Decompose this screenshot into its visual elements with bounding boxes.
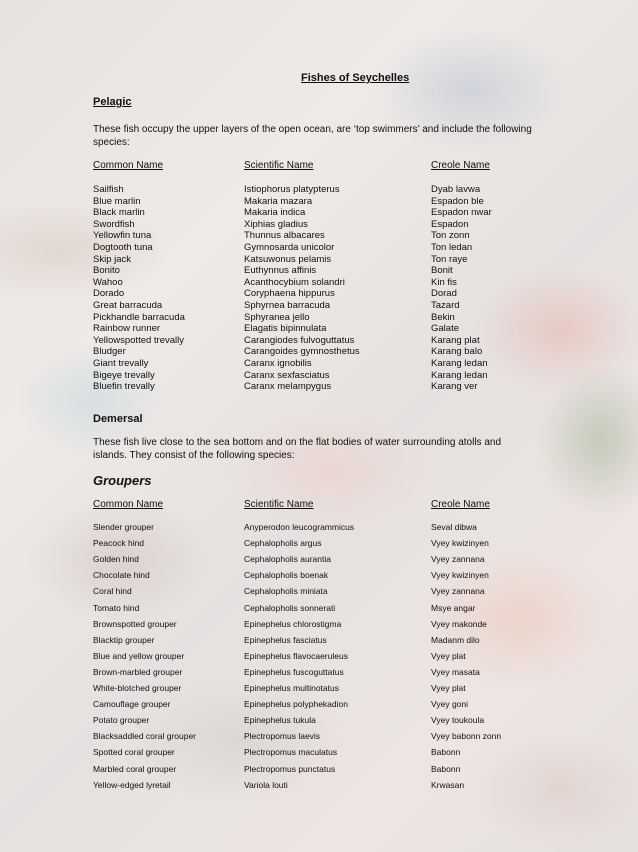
creole-name-cell: Bekin — [431, 311, 455, 323]
common-name-cell: Rainbow runner — [93, 323, 161, 335]
creole-name-cell: Vyey babonn zonn — [431, 731, 502, 742]
common-name-cell: Golden hind — [93, 554, 139, 565]
table-row — [0, 780, 638, 792]
creole-name-cell: Vyey masata — [431, 666, 480, 677]
pelagic-heading: Pelagic — [93, 96, 132, 108]
scientific-name-cell: Makaria indica — [244, 207, 306, 219]
creole-name-cell: Espadon nwar — [431, 207, 492, 219]
common-name-cell: Sailfish — [93, 184, 124, 195]
table-row — [0, 651, 638, 663]
scientific-name-cell: Epinephelus chlorostigma — [244, 618, 342, 629]
common-name-cell: Bluefin trevally — [93, 381, 155, 393]
table-row — [0, 207, 638, 219]
common-name-cell: Slender grouper — [93, 522, 154, 532]
scientific-name-cell: Cephalopholis sonnerati — [244, 602, 336, 613]
table-row — [0, 381, 638, 393]
scientific-name-cell: Cephalopholis miniata — [244, 586, 328, 597]
table-row — [0, 554, 638, 566]
table-row — [0, 764, 638, 776]
table-row — [0, 731, 638, 743]
creole-name-cell: Dyab lavwa — [431, 184, 481, 195]
table-row — [0, 715, 638, 727]
pelagic-col-common: Common Name — [93, 160, 164, 171]
scientific-name-cell: Epinephelus fasciatus — [244, 634, 327, 645]
table-row — [0, 619, 638, 631]
scientific-name-cell: Cephalopholis argus — [244, 538, 322, 549]
creole-name-cell: Vyey kwizinyen — [431, 570, 489, 581]
scientific-name-cell: Caranx melampygus — [244, 381, 332, 393]
page-title: Fishes of Seychelles — [301, 72, 410, 84]
creole-name-cell: Krwasan — [431, 779, 465, 790]
scientific-name-cell: Epinephelus polyphekadion — [244, 699, 348, 710]
scientific-name-cell: Istiophorus platypterus — [244, 184, 340, 195]
scientific-name-cell: Plectropomus punctatus — [244, 763, 336, 774]
pelagic-col-scientific: Scientific Name — [244, 160, 314, 171]
creole-name-cell: Karang ver — [431, 381, 478, 393]
common-name-cell: Dorado — [93, 288, 125, 300]
common-name-cell: Chocolate hind — [93, 570, 150, 581]
common-name-cell: Great barracuda — [93, 300, 163, 311]
creole-name-cell: Karang balo — [431, 346, 483, 358]
table-row — [0, 683, 638, 695]
table-row — [0, 242, 638, 254]
scientific-name-cell: Caranx ignobilis — [244, 358, 312, 369]
scientific-name-cell: Anyperodon leucogrammicus — [244, 522, 355, 532]
table-row — [0, 288, 638, 300]
creole-name-cell: Karang ledan — [431, 369, 488, 381]
common-name-cell: Tomato hind — [93, 602, 140, 613]
scientific-name-cell: Carangoides gymnosthetus — [244, 346, 360, 358]
creole-name-cell: Vyey zannana — [431, 586, 485, 597]
creole-name-cell: Espadon — [431, 218, 469, 230]
groupers-col-common: Common Name — [93, 499, 164, 510]
common-name-cell: Blacktip grouper — [93, 634, 155, 645]
common-name-cell: Black marlin — [93, 207, 145, 219]
table-row — [0, 570, 638, 582]
common-name-cell: Yellowspotted trevally — [93, 334, 185, 346]
scientific-name-cell: Plectropomus maculatus — [244, 747, 338, 758]
creole-name-cell: Babonn — [431, 747, 461, 758]
scientific-name-cell: Sphyrnea barracuda — [244, 300, 331, 311]
scientific-name-cell: Gymnosarda unicolor — [244, 242, 335, 253]
creole-name-cell: Vyey goni — [431, 699, 469, 710]
creole-name-cell: Seval dibwa — [431, 522, 477, 532]
common-name-cell: Yellow-edged lyretail — [93, 779, 171, 790]
common-name-cell: White-blotched grouper — [93, 683, 182, 693]
common-name-cell: Peacock hind — [93, 538, 145, 549]
creole-name-cell: Bonit — [431, 265, 453, 277]
common-name-cell: Bigeye trevally — [93, 369, 155, 381]
common-name-cell: Pickhandle barracuda — [93, 311, 185, 323]
table-row — [0, 323, 638, 335]
pelagic-col-creole: Creole Name — [431, 160, 490, 171]
creole-name-cell: Galate — [431, 323, 459, 335]
scientific-name-cell: Epinephelus multinotatus — [244, 683, 339, 693]
table-row — [0, 635, 638, 647]
creole-name-cell: Espadon ble — [431, 195, 484, 207]
common-name-cell: Coral hind — [93, 586, 132, 597]
table-row — [0, 312, 638, 324]
scientific-name-cell: Cephalopholis boenak — [244, 570, 329, 581]
common-name-cell: Wahoo — [93, 276, 123, 288]
common-name-cell: Blacksaddled coral grouper — [93, 731, 197, 742]
common-name-cell: Marbled coral grouper — [93, 763, 177, 774]
table-row — [0, 667, 638, 679]
table-row — [0, 586, 638, 598]
creole-name-cell: Kin fis — [431, 276, 457, 288]
creole-name-cell: Karang ledan — [431, 358, 488, 369]
common-name-cell: Skip jack — [93, 253, 132, 265]
creole-name-cell: Msye angar — [431, 602, 476, 613]
groupers-col-creole: Creole Name — [431, 499, 490, 510]
demersal-heading: Demersal — [93, 413, 143, 425]
scientific-name-cell: Epinephelus tukula — [244, 715, 316, 726]
common-name-cell: Bludger — [93, 346, 126, 358]
scientific-name-cell: Euthynnus affinis — [244, 265, 317, 277]
creole-name-cell: Madanm dilo — [431, 634, 480, 645]
creole-name-cell: Vyey makonde — [431, 618, 487, 629]
scientific-name-cell: Epinephelus flavocaeruleus — [244, 650, 348, 661]
scientific-name-cell: Katsuwonus pelamis — [244, 253, 332, 265]
scientific-name-cell: Plectropomus laevis — [244, 731, 321, 742]
table-row — [0, 346, 638, 358]
pelagic-description: These fish occupy the upper layers of the open ocean, are ‘top swimmers’ and include the following species: — [93, 124, 532, 148]
groupers-heading: Groupers — [93, 473, 152, 488]
common-name-cell: Brownspotted grouper — [93, 618, 177, 629]
table-row — [0, 538, 638, 550]
creole-name-cell: Vyey toukoula — [431, 715, 485, 726]
scientific-name-cell: Carangiodes fulvoguttatus — [244, 334, 355, 346]
common-name-cell: Dogtooth tuna — [93, 242, 153, 253]
table-row — [0, 699, 638, 711]
table-row — [0, 184, 638, 196]
table-row — [0, 265, 638, 277]
table-row — [0, 277, 638, 289]
groupers-col-scientific: Scientific Name — [244, 499, 314, 510]
scientific-name-cell: Coryphaena hippurus — [244, 288, 335, 300]
table-row — [0, 747, 638, 759]
common-name-cell: Brown-marbled grouper — [93, 666, 183, 677]
creole-name-cell: Karang plat — [431, 334, 480, 346]
table-row — [0, 335, 638, 347]
common-name-cell: Potato grouper — [93, 715, 150, 726]
table-row — [0, 254, 638, 266]
table-row — [0, 358, 638, 370]
scientific-name-cell: Acanthocybium solandri — [244, 276, 345, 288]
creole-name-cell: Ton ledan — [431, 242, 473, 253]
creole-name-cell: Tazard — [431, 300, 460, 311]
scientific-name-cell: Makaria mazara — [244, 195, 313, 207]
creole-name-cell: Vyey kwizinyen — [431, 538, 489, 549]
common-name-cell: Spotted coral grouper — [93, 747, 175, 758]
common-name-cell: Blue and yellow grouper — [93, 650, 185, 661]
scientific-name-cell: Sphyranea jello — [244, 311, 310, 323]
common-name-cell: Bonito — [93, 265, 120, 277]
table-row — [0, 219, 638, 231]
creole-name-cell: Babonn — [431, 763, 461, 774]
scientific-name-cell: Epinephelus fuscoguttatus — [244, 666, 344, 677]
scientific-name-cell: Thunnus albacares — [244, 230, 325, 242]
scientific-name-cell: Caranx sexfasciatus — [244, 369, 330, 381]
common-name-cell: Swordfish — [93, 218, 135, 230]
table-row — [0, 230, 638, 242]
scientific-name-cell: Xiphias gladius — [244, 218, 308, 230]
common-name-cell: Yellowfin tuna — [93, 230, 152, 242]
creole-name-cell: Vyey zannana — [431, 554, 485, 565]
common-name-cell: Camouflage grouper — [93, 699, 171, 710]
creole-name-cell: Vyey plat — [431, 683, 466, 693]
creole-name-cell: Ton raye — [431, 253, 468, 265]
table-row — [0, 522, 638, 534]
creole-name-cell: Ton zonn — [431, 230, 470, 242]
scientific-name-cell: Elagatis bipinnulata — [244, 323, 327, 335]
scientific-name-cell: Cephalopholis aurantia — [244, 554, 331, 565]
table-row — [0, 300, 638, 312]
creole-name-cell: Dorad — [431, 288, 457, 300]
table-row — [0, 370, 638, 382]
table-row — [0, 603, 638, 615]
common-name-cell: Blue marlin — [93, 195, 141, 207]
scientific-name-cell: Variola louti — [244, 779, 288, 790]
common-name-cell: Giant trevally — [93, 358, 149, 369]
table-row — [0, 196, 638, 208]
demersal-description: These fish live close to the sea bottom and on the flat bodies of water surrounding atolls and islands. They consist of the following species: — [93, 437, 502, 461]
creole-name-cell: Vyey plat — [431, 650, 466, 661]
